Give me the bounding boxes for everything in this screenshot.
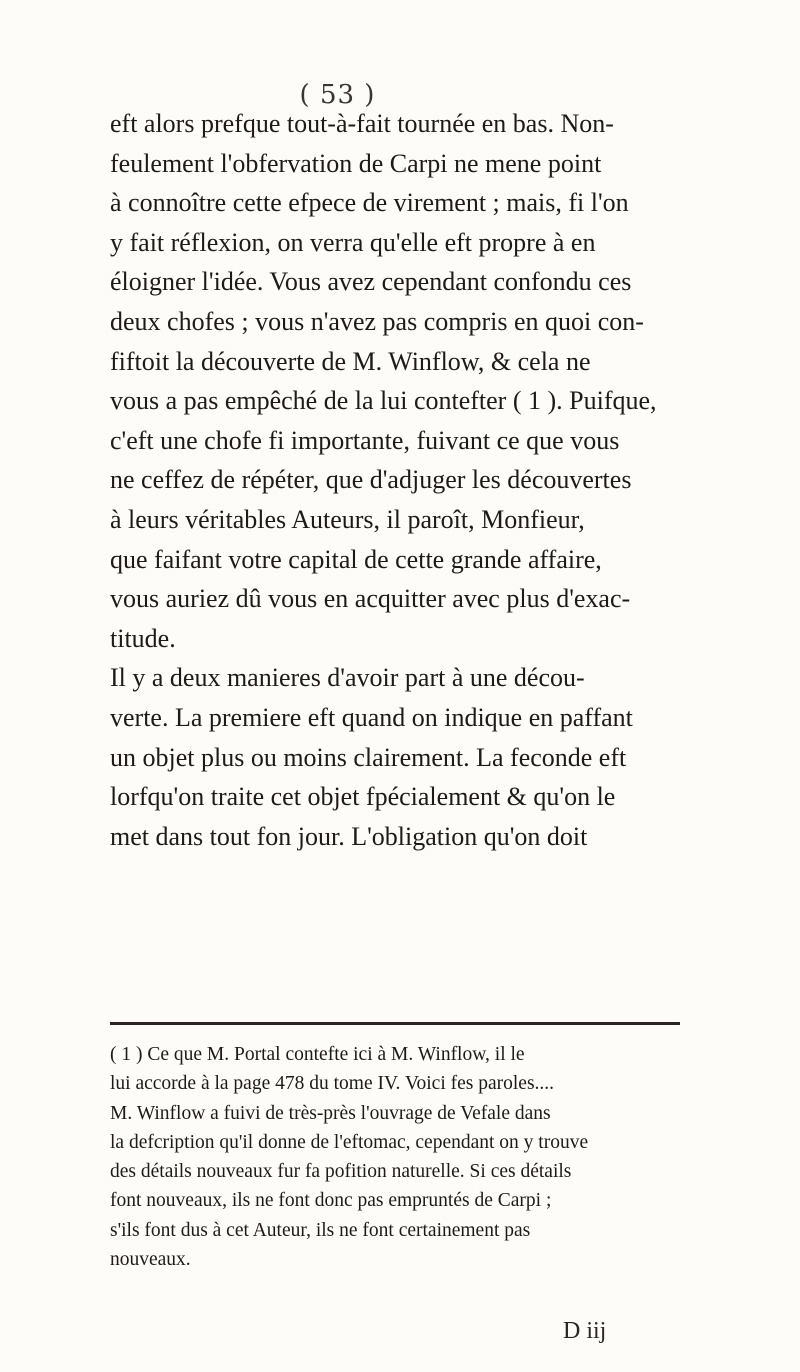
signature-mark: D iij: [563, 1318, 607, 1344]
paragraph-1: eft alors prefque tout-à-fait tournée en bas. Non- feulement l'obfervation de Carpi ne mene point à connoître cette efpece de virement ; mais, fi l'on y fait réflexion, on verra qu'elle eft propre à en éloigner l'idée. Vous avez cependant confondu ces deux chofes ; vous n'avez pas compris en quoi con- fiftoit la découverte de M. Winflow, & cela ne vous a pas empêché de la lui contefter ( 1 ). Puifque, c'eft une chofe fi importante, fuivant ce que vous ne ceffez de répéter, que d'adjuger les découvertes à leurs véritables Auteurs, il paroît, Monfieur, que faifant votre capital de cette grande affaire, vous auriez dû vous en acquitter avec plus d'exac- titude.: [110, 109, 657, 653]
footnote: [110, 1040, 680, 1274]
footnote-separator: [110, 1022, 680, 1025]
paragraph-2: Il y a deux manieres d'avoir part à une décou- verte. La premiere eft quand on indique en paffant un objet plus ou moins clairement. La feconde eft lorfqu'on traite cet objet fpécialement & qu'on le met dans tout fon jour. L'obligation qu'on doit: [110, 663, 633, 851]
footnote-text: ( 1 ) Ce que M. Portal contefte ici à M. Winflow, il le lui accorde à la page 478 du tome IV. Voici fes paroles.... M. Winflow a fuivi de très-près l'ouvrage de Vefale dans la defcription qu'il donne de l'eftomac, cependant on y trouve des détails nouveaux fur fa pofition naturelle. Si ces détails font nouveaux, ils ne font donc pas empruntés de Carpi ; s'ils font dus à cet Auteur, ils ne font certainement pas nouveaux.: [110, 1044, 589, 1271]
main-text: [110, 104, 680, 856]
page-number: ( 53 ): [299, 80, 376, 110]
